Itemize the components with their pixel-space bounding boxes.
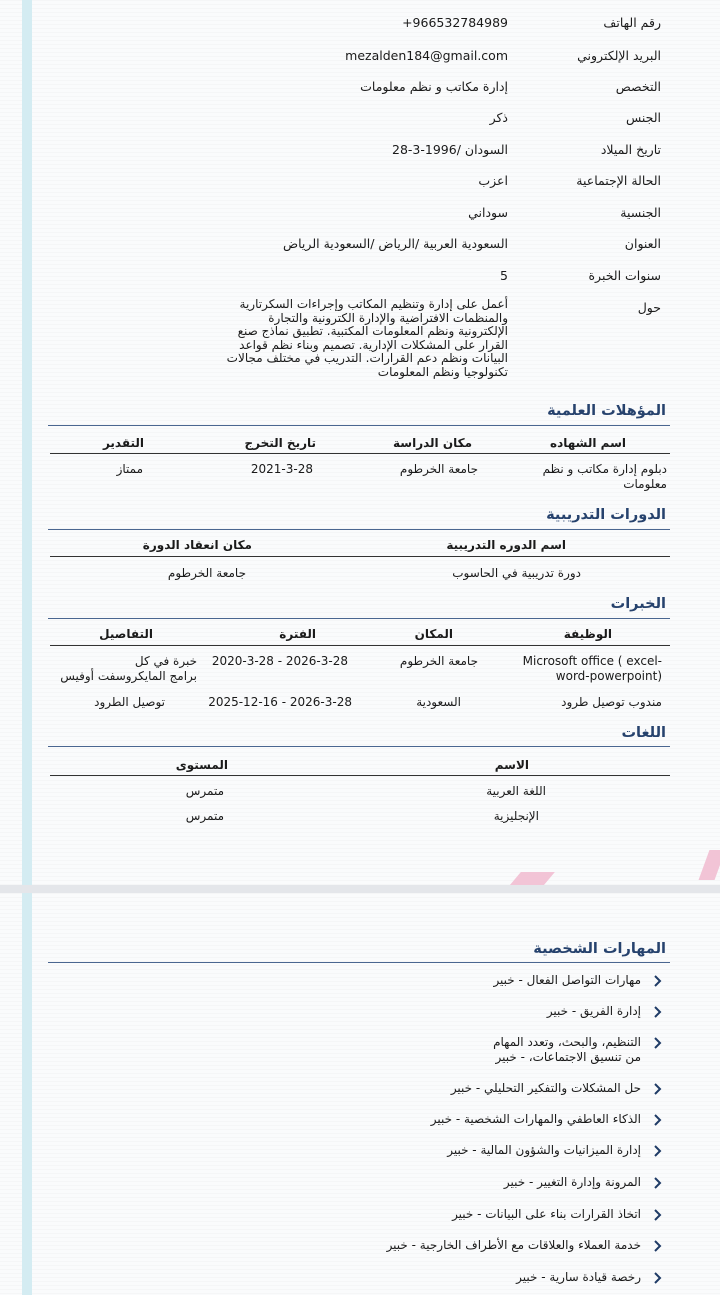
job-place: جامعة الخرطوم — [399, 654, 478, 668]
birth-label: تاريخ الميلاد — [600, 142, 661, 157]
job-details-line: برامج المايكروسفت أوفيس — [60, 669, 197, 683]
skill-line: المرونة وإدارة التغيير - خبير — [503, 1175, 641, 1189]
language-name: اللغة العربية — [486, 784, 546, 798]
skill-text — [121, 1238, 641, 1253]
col-header-level: المستوى — [175, 758, 228, 772]
heading-divider — [48, 425, 670, 426]
skill-line: رخصة قيادة سارية - خبير — [516, 1270, 641, 1284]
course-name: دورة تدريبية في الحاسوب — [452, 566, 581, 580]
col-header-certificate: اسم الشهاده — [549, 436, 626, 450]
col-header-grade: التقدير — [102, 436, 144, 450]
marital-value: اعزب — [478, 173, 508, 188]
list-item — [105, 1004, 665, 1038]
skills-heading: المهارات الشخصية — [533, 941, 666, 957]
job-details-line: خبرة في كل — [134, 654, 197, 668]
chevron-right-icon — [651, 973, 665, 989]
heading-divider — [48, 618, 670, 619]
col-header-language: الاسم — [494, 758, 529, 772]
gender-label: الجنس — [625, 110, 661, 125]
list-item — [105, 1238, 665, 1272]
col-header-place: المكان — [414, 627, 453, 641]
qualifications-heading: المؤهلات العلمية — [547, 403, 666, 419]
table-divider — [50, 556, 670, 557]
about-line: الإلكترونية ونظم المعلومات المكتبية. تطبيق نماذج صنع — [237, 324, 508, 338]
skill-text — [121, 1143, 641, 1158]
nationality-label: الجنسية — [620, 205, 661, 220]
chevron-right-icon — [651, 1175, 665, 1191]
skill-line: التنظيم، والبحث، وتعدد المهام — [493, 1035, 641, 1049]
language-level: متمرس — [185, 784, 224, 798]
cert-name-line: معلومات — [623, 477, 667, 491]
list-item — [105, 1270, 665, 1295]
chevron-right-icon — [651, 1238, 665, 1254]
heading-divider — [48, 962, 670, 963]
decorative-stripe — [22, 893, 32, 1295]
marital-label: الحالة الإجتماعية — [576, 173, 661, 188]
job-title-line: Microsoft office ( excel- — [522, 654, 662, 668]
chevron-right-icon — [651, 1143, 665, 1159]
specialty-label: التخصص — [615, 79, 661, 94]
skill-text — [121, 1270, 641, 1285]
courses-heading: الدورات التدريبية — [546, 507, 666, 523]
list-item — [105, 1207, 665, 1241]
email-label: البريد الإلكتروني — [577, 48, 661, 63]
birth-value: السودان /1996-3-28 — [392, 142, 508, 157]
job-period: 2020-3-28 - 2026-3-28 — [211, 654, 348, 668]
table-divider — [50, 645, 670, 646]
skill-line: إدارة الفريق - خبير — [546, 1004, 641, 1018]
table-divider — [50, 775, 670, 776]
gender-value: ذكر — [489, 110, 508, 125]
chevron-right-icon — [651, 1035, 665, 1051]
decorative-shape — [509, 872, 555, 885]
skill-text — [121, 1035, 641, 1065]
job-details: توصيل الطرود — [94, 695, 165, 709]
about-line: تكنولوجيا ونظم المعلومات — [377, 364, 508, 379]
about-line: البيانات ونظم دعم القرارات. التدريب في مختلف مجالات — [226, 351, 508, 365]
experience-years-label: سنوات الخبرة — [588, 268, 661, 283]
col-header-job: الوظيفة — [563, 627, 612, 641]
list-item — [105, 1035, 665, 1069]
language-name: الإنجليزية — [493, 809, 539, 823]
skill-text — [121, 1004, 641, 1019]
job-title: مندوب توصيل طرود — [561, 695, 662, 709]
skill-text — [121, 1112, 641, 1127]
chevron-right-icon — [651, 1112, 665, 1128]
col-header-graduation-date: تاريخ التخرج — [244, 436, 316, 450]
chevron-right-icon — [651, 1004, 665, 1020]
heading-divider — [48, 529, 670, 530]
about-line: أعمل على إدارة وتنظيم المكاتب وإجراءات السكرتارية — [239, 297, 508, 311]
cert-name-line: دبلوم إدارة مكاتب و نظم — [542, 462, 667, 476]
grade: ممتاز — [116, 462, 143, 476]
col-header-period: الفترة — [279, 627, 316, 641]
chevron-right-icon — [651, 1207, 665, 1223]
skill-text — [121, 1207, 641, 1222]
nationality-value: سوداني — [468, 205, 508, 220]
list-item — [105, 1112, 665, 1146]
address-label: العنوان — [624, 236, 661, 251]
study-place: جامعة الخرطوم — [399, 462, 478, 476]
decorative-shape — [699, 850, 720, 880]
experience-heading: الخبرات — [610, 596, 666, 612]
skill-line: إدارة الميزانيات والشؤون المالية - خبير — [447, 1143, 641, 1157]
email-value: mezalden184@gmail.com — [345, 48, 508, 63]
skill-text — [121, 973, 641, 988]
course-place: جامعة الخرطوم — [167, 566, 246, 580]
list-item — [105, 1081, 665, 1115]
skill-text — [121, 1081, 641, 1096]
resume-page-2 — [0, 893, 720, 1295]
job-period: 2025-12-16 - 2026-3-28 — [208, 695, 352, 709]
list-item — [105, 973, 665, 1007]
chevron-right-icon — [651, 1270, 665, 1286]
col-header-course-place: مكان انعقاد الدورة — [142, 538, 252, 552]
skill-text — [121, 1175, 641, 1190]
job-place: السعودية — [416, 695, 461, 709]
cert-name — [497, 462, 667, 492]
list-item — [105, 1175, 665, 1209]
skill-line: اتخاذ القرارات بناء على البيانات - خبير — [452, 1207, 641, 1221]
chevron-right-icon — [651, 1081, 665, 1097]
phone-label: رقم الهاتف — [603, 15, 661, 30]
skill-line: الذكاء العاطفي والمهارات الشخصية - خبير — [430, 1112, 641, 1126]
experience-years-value: 5 — [500, 268, 508, 283]
decorative-stripe — [22, 0, 32, 885]
job-details — [47, 654, 197, 684]
graduation-date: 2021-3-28 — [250, 462, 313, 476]
skill-line: مهارات التواصل الفعال - خبير — [493, 973, 641, 987]
languages-heading: اللغات — [621, 725, 666, 741]
specialty-value: إدارة مكاتب و نظم معلومات — [360, 79, 508, 94]
heading-divider — [48, 746, 670, 747]
page-break — [0, 885, 720, 893]
skill-line: حل المشكلات والتفكير التحليلي - خبير — [450, 1081, 641, 1095]
phone-value: +966532784989 — [402, 15, 508, 30]
job-title-line: word-powerpoint) — [555, 669, 662, 683]
about-line: القرار على المشكلات الإدارية. تصميم وبناء نظم قواعد — [239, 337, 508, 352]
about-label: حول — [637, 300, 661, 315]
col-header-study-place: مكان الدراسة — [393, 436, 472, 450]
job-title — [492, 654, 662, 684]
address-value: السعودية العربية /الرياض /السعودية الرياض — [283, 236, 508, 251]
col-header-details: التفاصيل — [99, 627, 153, 641]
about-text — [218, 298, 508, 379]
skill-line: من تنسيق الاجتماعات، - خبير — [495, 1050, 641, 1064]
col-header-course-name: اسم الدوره التدريبية — [446, 538, 566, 552]
language-level: متمرس — [185, 809, 224, 823]
list-item — [105, 1143, 665, 1177]
skill-line: خدمة العملاء والعلاقات مع الأطراف الخارجية - خبير — [386, 1238, 641, 1252]
about-line: والمنظمات الافتراضية والإدارة الكترونية والتجارة — [268, 310, 508, 325]
table-divider — [50, 453, 670, 454]
